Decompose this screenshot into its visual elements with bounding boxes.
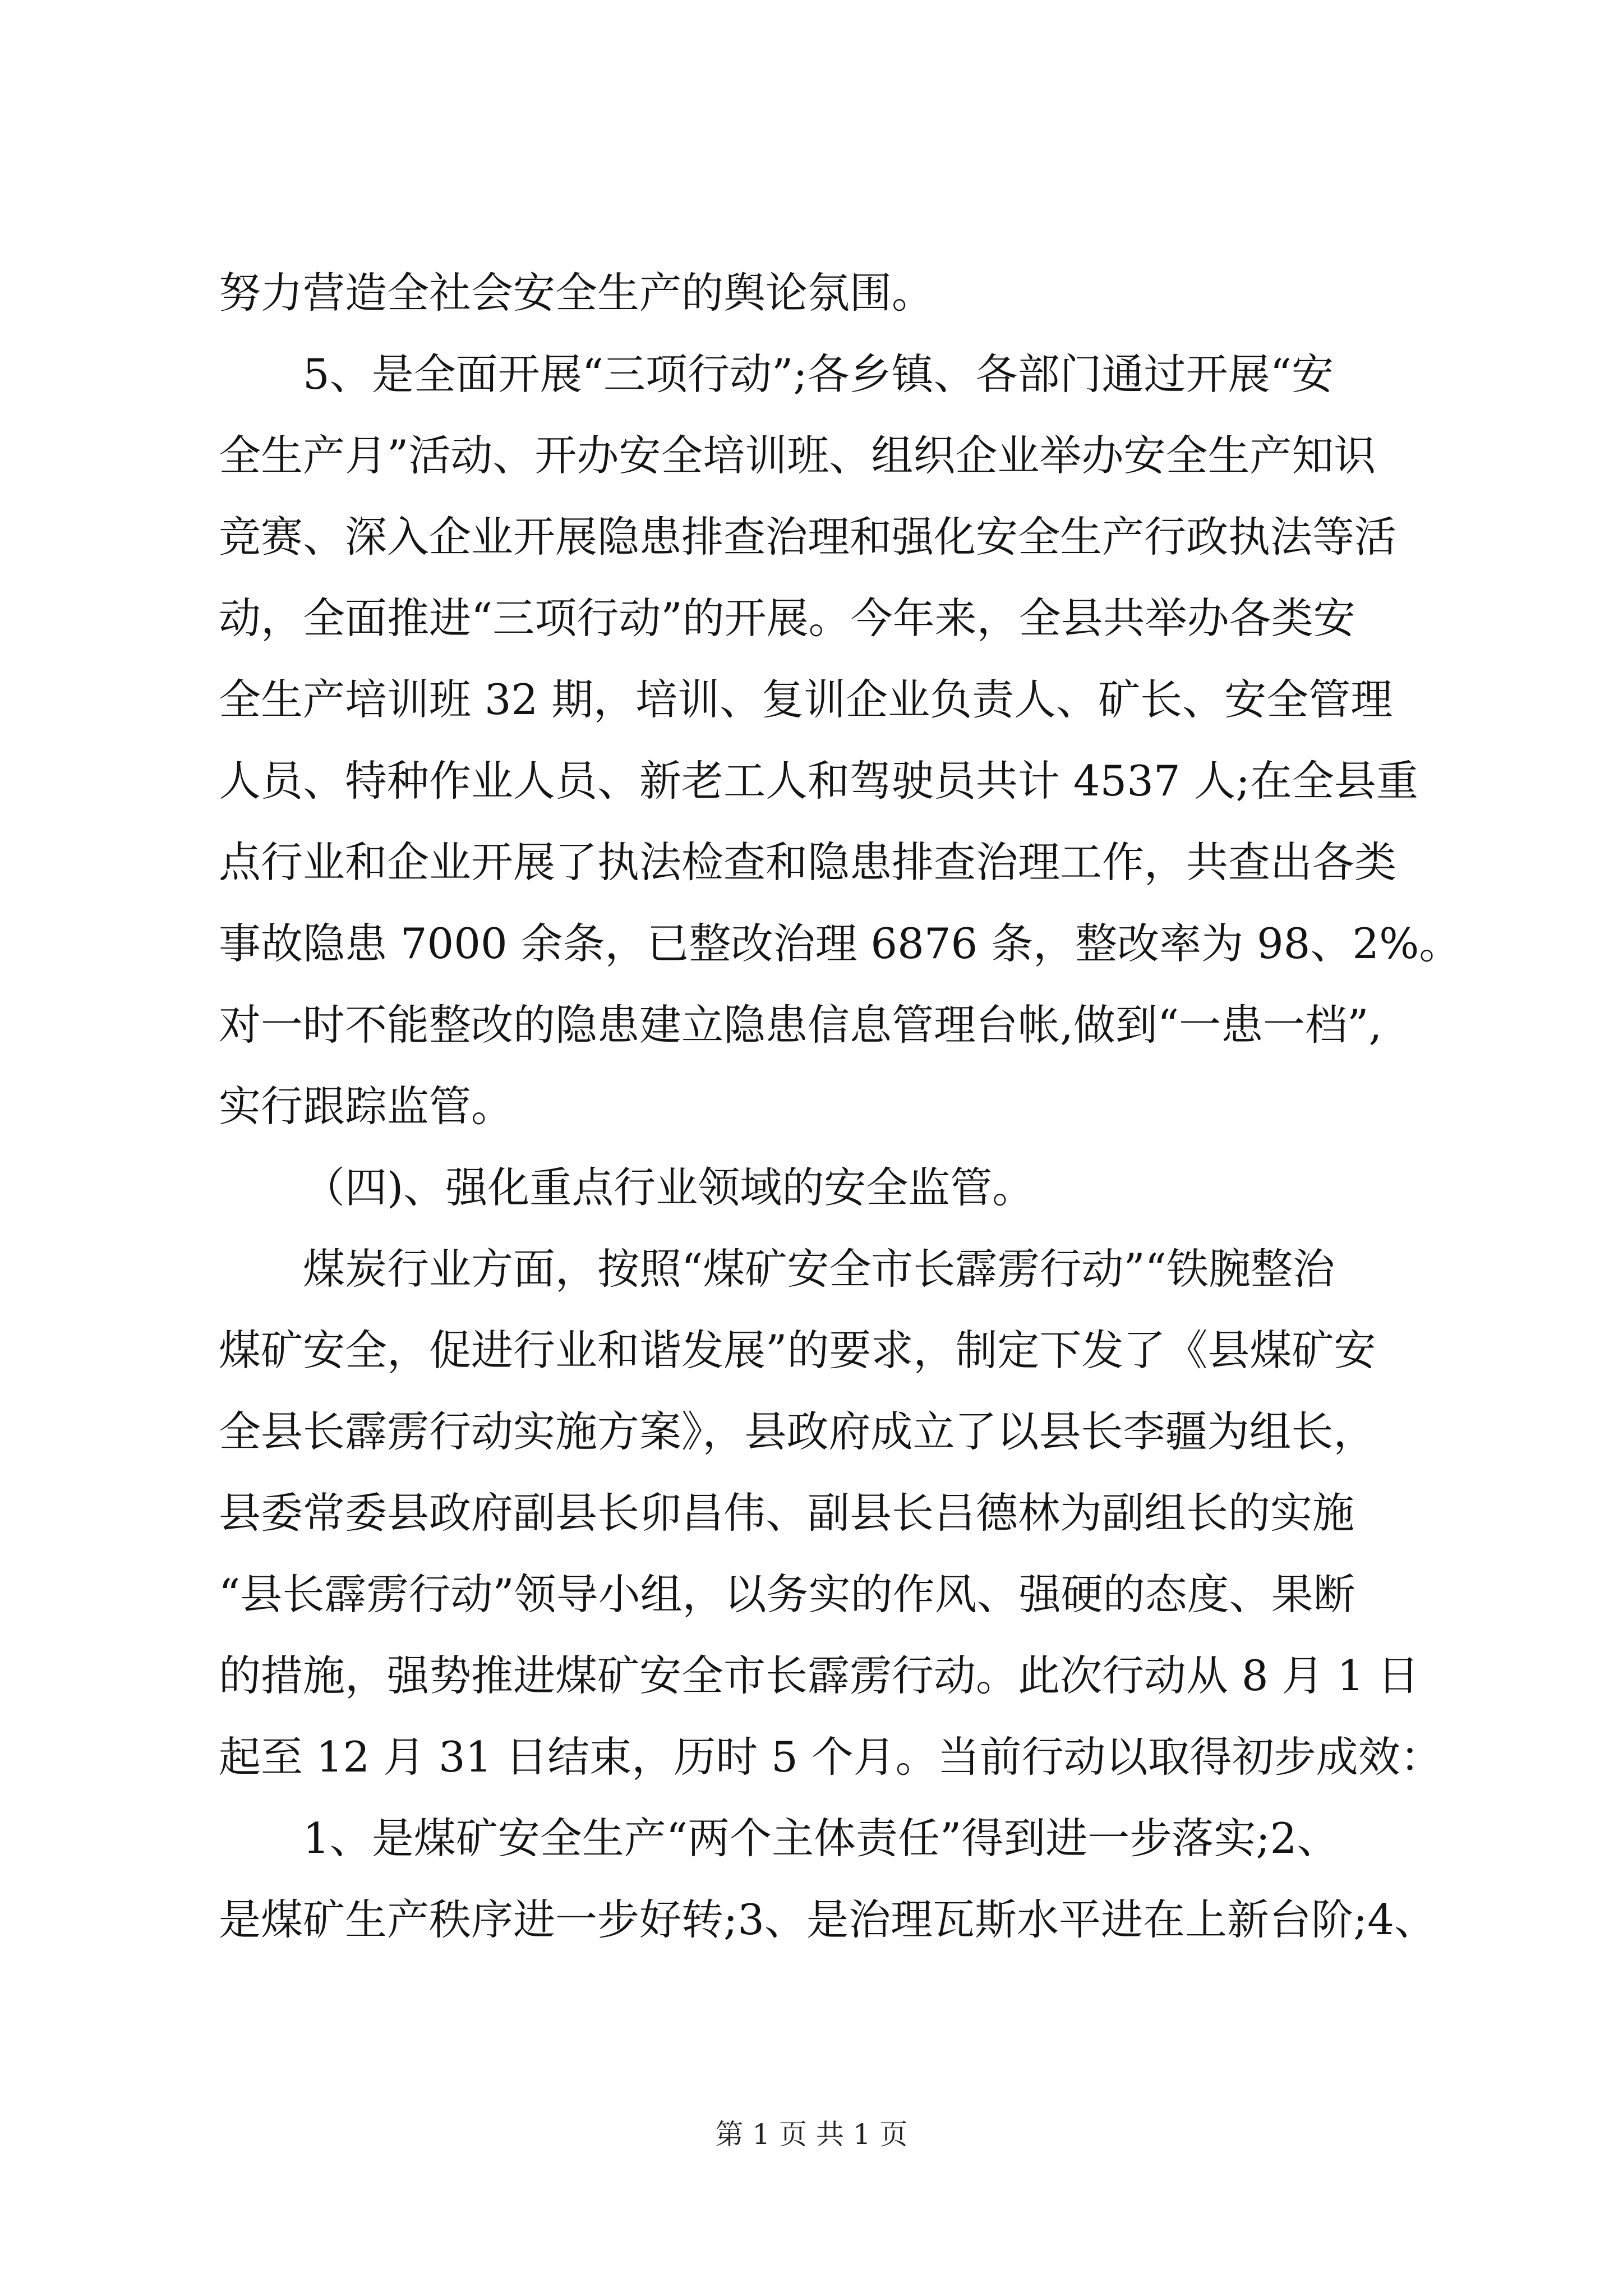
text-line: 煤炭行业方面，按照“煤矿安全市长霹雳行动”“铁腕整治 [303, 1244, 1335, 1294]
document-body [219, 252, 1461, 1961]
text-line: 1、是煤矿安全生产“两个主体责任”得到进一步落实;2、 [303, 1814, 1339, 1863]
text-line: 起至 12 月 31 日结束，历时 5 个月。当前行动以取得初步成效： [219, 1732, 1442, 1782]
text-line: “县长霹雳行动”领导小组，以务实的作风、强硬的态度、果断 [219, 1570, 1355, 1619]
text-line: （四)、强化重点行业领域的安全监管。 [303, 1163, 1035, 1212]
text-line: 县委常委县政府副县长卯昌伟、副县长吕德林为副组长的实施 [219, 1488, 1355, 1538]
text-line: 人员、特种作业人员、新老工人和驾驶员共计 4537 人;在全县重 [219, 756, 1418, 806]
text-line: 5、是全面开展“三项行动”;各乡镇、各部门通过开展“安 [303, 349, 1334, 399]
text-line: 是煤矿生产秩序进一步好转;3、是治理瓦斯水平进在上新台阶;4、 [219, 1895, 1436, 1944]
text-line: 的措施，强势推进煤矿安全市长霹雳行动。此次行动从 8 月 1 日 [219, 1651, 1419, 1700]
text-line: 点行业和企业开展了执法检查和隐患排查治理工作，共查出各类 [219, 838, 1397, 887]
text-line: 动，全面推进“三项行动”的开展。今年来，全县共举办各类安 [219, 593, 1355, 643]
text-line: 全县长霹雳行动实施方案》，县政府成立了以县长李疆为组长， [219, 1407, 1376, 1456]
text-line: 事故隐患 7000 余条，已整改治理 6876 条，整改率为 98、2%。 [219, 919, 1461, 968]
text-line: 努力营造全社会安全生产的舆论氛围。 [219, 268, 934, 318]
text-line: 对一时不能整改的隐患建立隐患信息管理台帐,做到“一患一档”, [219, 1000, 1382, 1050]
text-line: 全生产培训班 32 期，培训、复训企业负责人、矿长、安全管理 [219, 675, 1393, 724]
text-line: 煤矿安全，促进行业和谐发展”的要求，制定下发了《县煤矿安 [219, 1326, 1376, 1375]
page-footer: 第 1 页 共 1 页 [715, 2118, 908, 2151]
text-line: 实行跟踪监管。 [219, 1082, 514, 1131]
text-line: 竞赛、深入企业开展隐患排查治理和强化安全生产行政执法等活 [219, 512, 1397, 562]
text-line: 全生产月”活动、开办安全培训班、组织企业举办安全生产知识 [219, 431, 1376, 480]
